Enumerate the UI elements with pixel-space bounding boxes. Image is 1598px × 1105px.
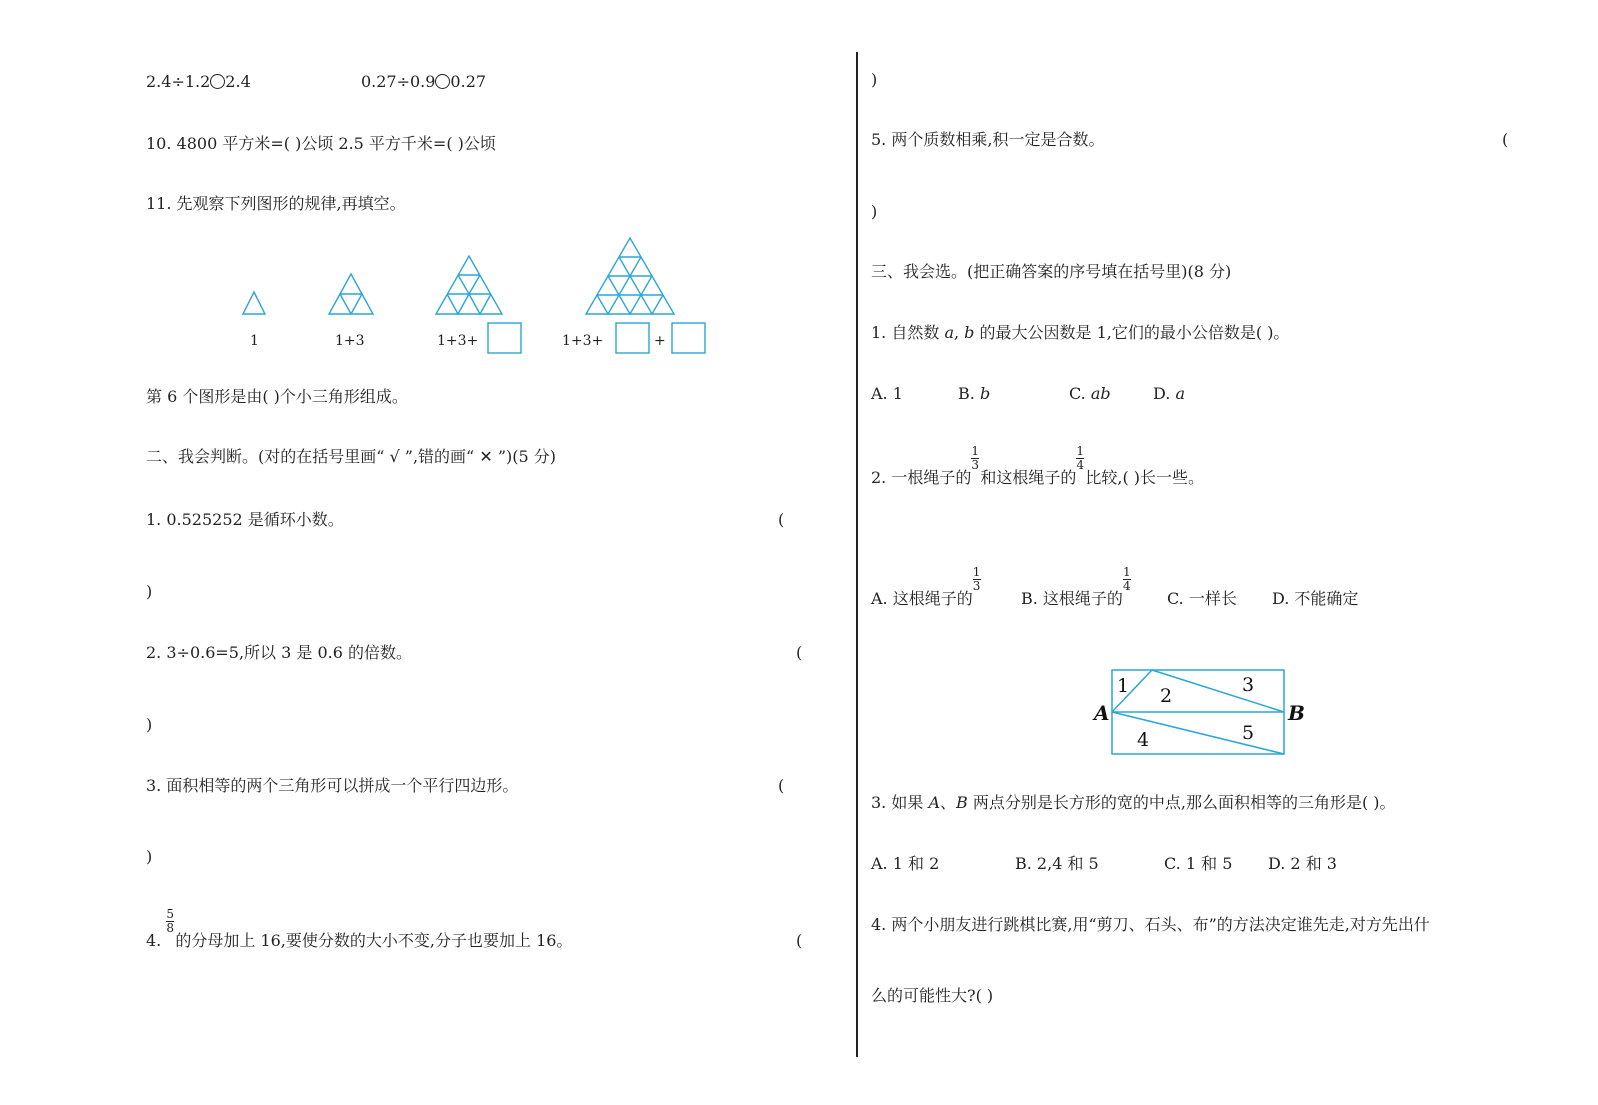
choice-3-option-d[interactable]: D. 2 和 3 [1268, 854, 1337, 873]
rectangle-triangles-figure [1090, 664, 1315, 762]
choice-3-option-a[interactable]: A. 1 和 2 [871, 854, 940, 873]
judge-4: 4. $\frac{5}{8}$ 的分母加上 16,要使分数的大小不变,分子也要加上 16。 [146, 906, 573, 950]
triangle-fig-2 [329, 274, 373, 314]
pattern-label-3: 1+3+ [437, 333, 479, 349]
choice-1: 1. 自然数 a, b 的最大公因数是 1,它们的最小公倍数是( )。 [871, 323, 1290, 342]
choice-1-option-a[interactable]: A. 1 [871, 384, 903, 403]
q9-expr-b: 0.27÷0.9 [360, 72, 436, 91]
judge-5-open-paren[interactable]: ( [1502, 130, 1509, 149]
fraction-one-third: $\frac{1}{3}$ [971, 443, 979, 472]
judge-4-close-paren[interactable]: ) [871, 70, 878, 89]
question-11: 11. 先观察下列图形的规律,再填空。 [146, 194, 406, 213]
choice-1-option-d[interactable]: D. a [1153, 384, 1185, 403]
choice-2-option-c[interactable]: C. 一样长 [1167, 589, 1237, 608]
region-4-label: 4 [1137, 729, 1150, 751]
judge-1: 1. 0.525252 是循环小数。 [146, 510, 344, 529]
judge-4-open-paren[interactable]: ( [796, 931, 803, 950]
triangle-fig-4 [586, 238, 674, 314]
judge-2-close-paren[interactable]: ) [146, 715, 153, 734]
section-3-heading: 三、我会选。(把正确答案的序号填在括号里)(8 分) [871, 262, 1232, 281]
judge-1-open-paren[interactable]: ( [778, 510, 785, 529]
fraction-five-eighths: $\frac{5}{8}$ [166, 906, 174, 935]
question-11-fill: 第 6 个图形是由( )个小三角形组成。 [146, 387, 408, 406]
choice-3-option-b[interactable]: B. 2,4 和 5 [1015, 854, 1099, 873]
answer-box [488, 323, 521, 353]
judge-1-close-paren[interactable]: ) [146, 582, 153, 601]
pattern-label-4: 1+3+ [562, 333, 604, 349]
choice-4-line-1: 4. 两个小朋友进行跳棋比赛,用“剪刀、石头、布”的方法决定谁先走,对方先出什 [871, 915, 1430, 934]
fraction-one-fourth: $\frac{1}{4}$ [1122, 564, 1131, 593]
choice-2-option-d[interactable]: D. 不能确定 [1272, 589, 1359, 608]
triangle-fig-3 [436, 256, 502, 314]
choice-3-option-c[interactable]: C. 1 和 5 [1164, 854, 1233, 873]
choice-2-option-b[interactable]: B. 这根绳子的 $\frac{1}{4}$ [1021, 564, 1131, 608]
question-10: 10. 4800 平方米=( )公顷 2.5 平方千米=( )公顷 [146, 134, 496, 153]
pattern-label-2: 1+3 [335, 333, 365, 349]
choice-1-option-b[interactable]: B. b [958, 384, 991, 403]
region-3-label: 3 [1242, 674, 1255, 696]
choice-2: 2. 一根绳子的 $\frac{1}{3}$ 和这根绳子的 $\frac{1}{4}$ 比较,( )长一些。 [871, 443, 1205, 487]
column-divider [856, 52, 858, 1057]
judge-2-open-paren[interactable]: ( [796, 643, 803, 662]
triangle-pattern-figure [230, 232, 720, 360]
judge-3-open-paren[interactable]: ( [778, 776, 785, 795]
fraction-one-fourth: $\frac{1}{4}$ [1076, 443, 1085, 472]
point-A-label: A [1094, 701, 1110, 725]
q9-value-b: 0.27 [450, 72, 487, 91]
answer-box [672, 323, 705, 353]
choice-4-line-2: 么的可能性大?( ) [871, 986, 994, 1005]
pattern-plus: + [654, 333, 666, 349]
q9-expr-a: 2.4÷1.2 [146, 72, 211, 91]
judge-5: 5. 两个质数相乘,积一定是合数。 [871, 130, 1105, 149]
region-5-label: 5 [1242, 722, 1255, 744]
section-2-heading: 二、我会判断。(对的在括号里画“ √ ”,错的画“ ✕ ”)(5 分) [146, 447, 556, 466]
pattern-label-1: 1 [250, 333, 259, 349]
q9-value-a: 2.4 [225, 72, 251, 91]
judge-2: 2. 3÷0.6=5,所以 3 是 0.6 的倍数。 [146, 643, 413, 662]
q9-comparisons [146, 72, 486, 92]
compare-circle-icon[interactable] [435, 74, 450, 89]
judge-3: 3. 面积相等的两个三角形可以拼成一个平行四边形。 [146, 776, 519, 795]
fraction-one-third: $\frac{1}{3}$ [972, 564, 981, 593]
compare-circle-icon[interactable] [210, 74, 225, 89]
region-1-label: 1 [1117, 675, 1130, 697]
choice-3: 3. 如果 A、B 两点分别是长方形的宽的中点,那么面积相等的三角形是( )。 [871, 793, 1396, 812]
judge-5-close-paren[interactable]: ) [871, 202, 878, 221]
judge-3-close-paren[interactable]: ) [146, 847, 153, 866]
triangle-fig-1 [243, 292, 265, 314]
choice-1-option-c[interactable]: C. ab [1069, 384, 1111, 403]
choice-2-option-a[interactable]: A. 这根绳子的 $\frac{1}{3}$ [871, 564, 981, 608]
answer-box [616, 323, 649, 353]
region-2-label: 2 [1160, 685, 1173, 707]
point-B-label: B [1288, 701, 1305, 725]
